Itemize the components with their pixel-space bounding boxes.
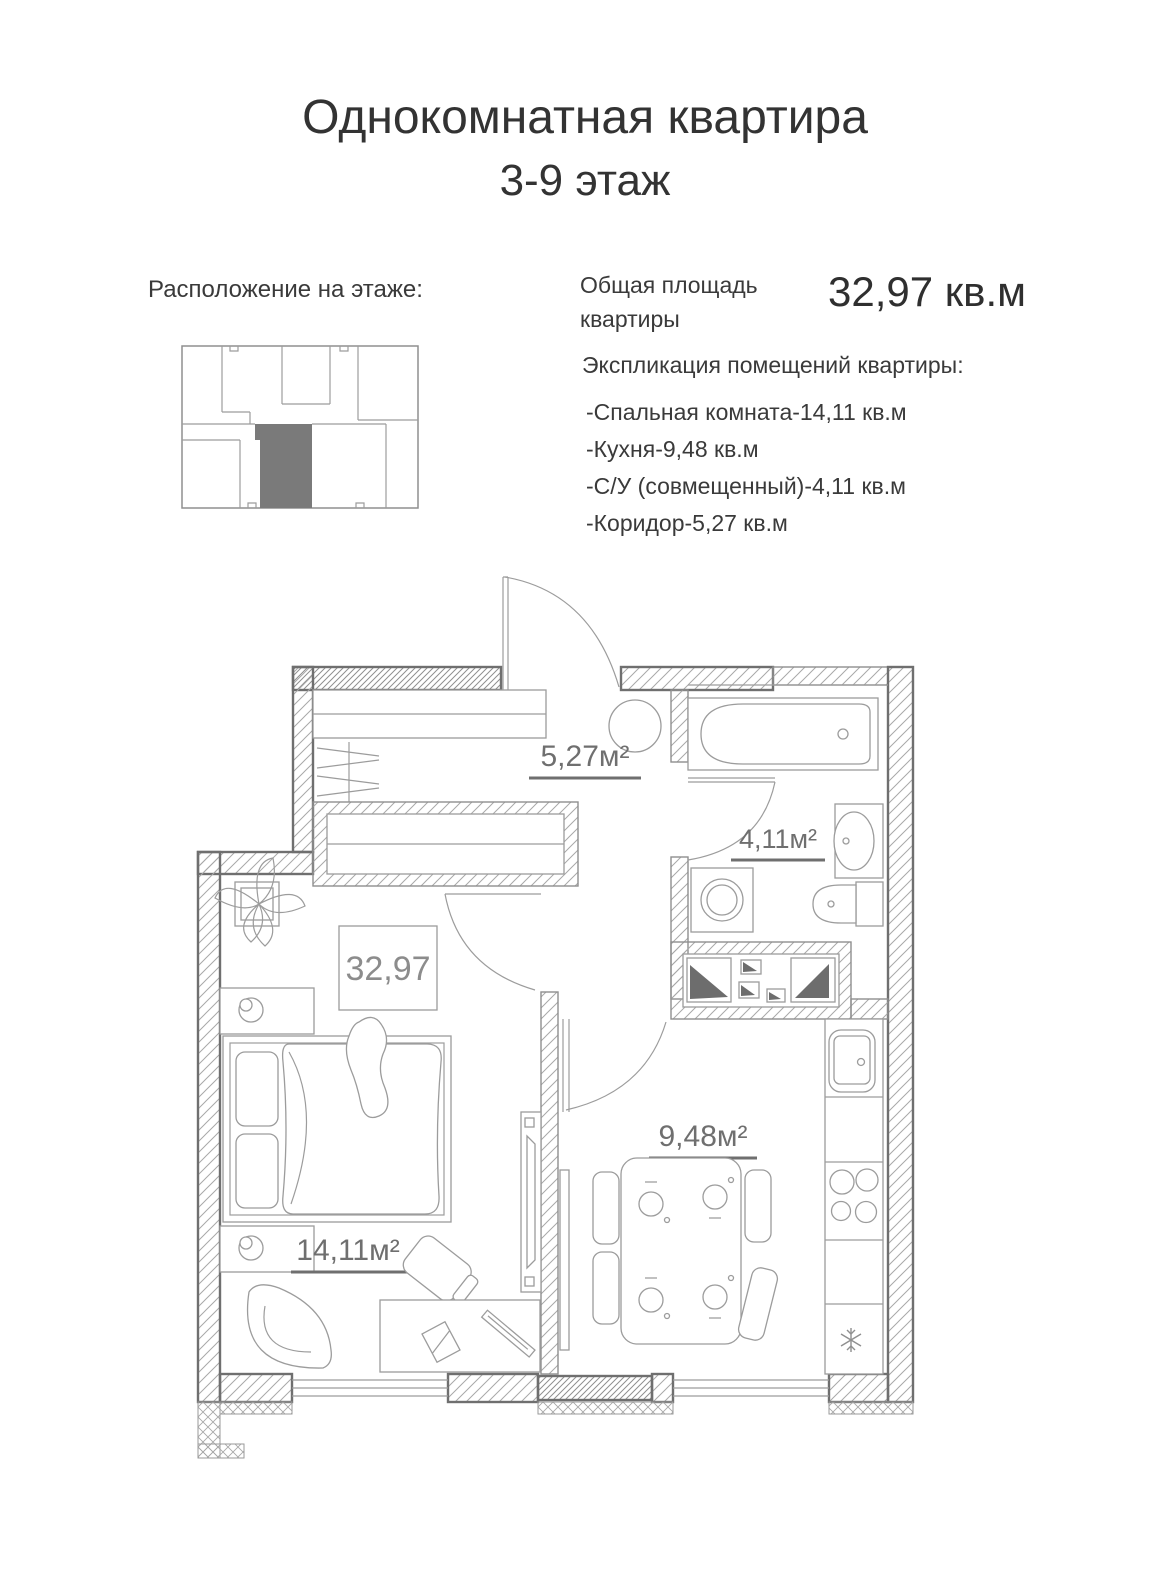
insulation-strip-right [829, 1402, 913, 1414]
bedroom-door [445, 894, 541, 990]
corridor-area-label: 5,27м² [540, 740, 630, 773]
bedroom-kitchen-divider [541, 992, 558, 1374]
left-wall-lower [198, 852, 220, 1402]
corner-foot-base [198, 1444, 244, 1458]
location-caption: Расположение на этаже: [148, 276, 423, 303]
bedroom-area-label: 14,11м² [296, 1234, 400, 1267]
entrance-door-leaf [503, 577, 508, 690]
lamp-top-inner [240, 999, 252, 1011]
ventilation-shaft [671, 942, 851, 1019]
page-title: Однокомнатная квартира [302, 91, 868, 144]
explication-heading: Экспликация помещений квартиры: [582, 352, 964, 378]
sink-tap [843, 838, 849, 844]
armchair [248, 1285, 332, 1368]
bottom-pier-a [220, 1374, 292, 1402]
explication-item-bathroom: -С/У (совмещенный)-4,11 кв.м [586, 473, 906, 499]
left-wall-upper [293, 667, 313, 852]
total-area-value: 32,97 кв.м [828, 268, 1027, 315]
bedroom-window [292, 1380, 448, 1396]
bathroom-area-label: 4,11м² [738, 824, 818, 854]
pillow-1 [236, 1052, 278, 1126]
total-area-label-line1: Общая площадь [580, 272, 758, 298]
toilet-detail [828, 901, 834, 907]
bottom-pier-d [829, 1374, 888, 1402]
tv-kitchen [560, 1170, 569, 1350]
kitchen-door [563, 1019, 666, 1112]
floor-location-miniplan [160, 332, 440, 538]
top-wall-right [621, 667, 773, 690]
bathroom-wall-upper [671, 690, 688, 762]
coat-hooks [317, 742, 379, 802]
top-wall-left [293, 667, 501, 690]
washing-machine-drum [707, 885, 737, 915]
bathtub-drain [838, 729, 848, 739]
kitchen-area-label: 9,48м² [658, 1120, 748, 1153]
kitchen-top-wall [851, 999, 888, 1019]
insulation-strip-left [220, 1402, 292, 1414]
explication-item-corridor: -Коридор-5,27 кв.м [586, 510, 788, 536]
top-niche-wall [773, 667, 888, 685]
right-wall [888, 667, 913, 1402]
lamp-bottom-inner [240, 1237, 252, 1249]
highlighted-unit [255, 424, 312, 508]
total-area-label-line2: квартиры [580, 306, 680, 332]
kitchen [560, 1019, 883, 1374]
bottom-pier-c [652, 1374, 673, 1402]
explication-item-bedroom: -Спальная комната-14,11 кв.м [586, 399, 907, 425]
explication-item-kitchen: -Кухня-9,48 кв.м [586, 436, 759, 462]
toilet-tank [856, 882, 883, 926]
kitchen-window [673, 1380, 829, 1396]
balcony-sill-wall [538, 1376, 652, 1400]
entrance-door [503, 577, 619, 690]
pillow-2 [236, 1134, 278, 1208]
bottom-pier-b [448, 1374, 538, 1402]
desk-chair [399, 1232, 483, 1311]
apartment-floorplan [183, 552, 923, 1482]
nightstand-top [220, 988, 314, 1034]
bathroom [671, 685, 888, 1019]
kitchen-sink-tap [858, 1059, 865, 1066]
tv-bedroom [521, 1112, 541, 1292]
dining-table [621, 1158, 741, 1344]
insulation-strip-mid [538, 1402, 673, 1414]
bathroom-sink [834, 812, 874, 870]
page-subtitle-floors: 3-9 этаж [499, 156, 671, 205]
explication-list [586, 394, 907, 542]
total-area-box-value: 32,97 [345, 950, 431, 988]
entrance-door-swing-arc [505, 577, 619, 687]
